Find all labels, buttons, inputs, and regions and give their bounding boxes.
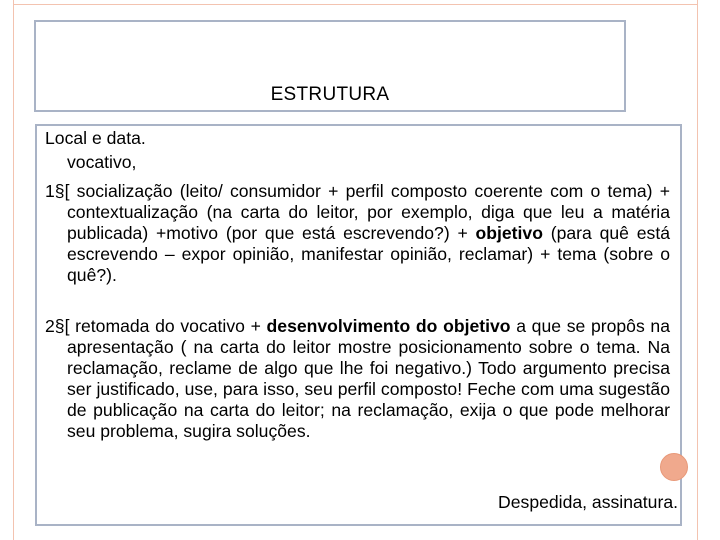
paragraph-1 (45, 181, 670, 286)
paragraph-1-prefix: 1§[ socialização (leito/ consumidor + perfil composto coerente com o tema) + contextualização (na carta do leitor, por exemplo, diga que leu a matéria publicada) +motivo (por que está escrevendo?) + (45, 181, 670, 243)
closing-line: Despedida, assinatura. (498, 492, 678, 512)
local-data-line: Local e data. (45, 128, 146, 148)
decorative-top-line (13, 4, 698, 5)
paragraph-1-suffix: (para quê está escrevendo – expor opinião, manifestar opinião, reclamar) + tema (sobre o quê?). (67, 223, 670, 285)
decorative-left-line (13, 0, 14, 540)
paragraph-2-prefix: 2§[ retomada do vocativo + (45, 316, 267, 336)
decorative-circle (660, 453, 688, 481)
paragraph-1-bold: objetivo (475, 223, 543, 243)
title-box (34, 20, 626, 112)
content-box (35, 124, 682, 526)
slide-title: ESTRUTURA (270, 84, 390, 105)
decorative-right-line (697, 0, 698, 540)
paragraph-2-bold: desenvolvimento do objetivo (266, 316, 511, 336)
vocativo-line: vocativo, (67, 152, 137, 172)
paragraph-2-suffix: a que se propôs na apresentação ( na carta do leitor mostre posicionamento sobre o tema. Na reclamação, reclame de algo que lhe foi negativo.) Todo argumento precisa ser justificado, use, para isso, seu perfil composto! Feche com uma sugestão de publicação na carta do leitor; na reclamação, exija o que pode melhorar seu problema, sugira soluções. (67, 316, 670, 441)
paragraph-2 (45, 316, 670, 442)
